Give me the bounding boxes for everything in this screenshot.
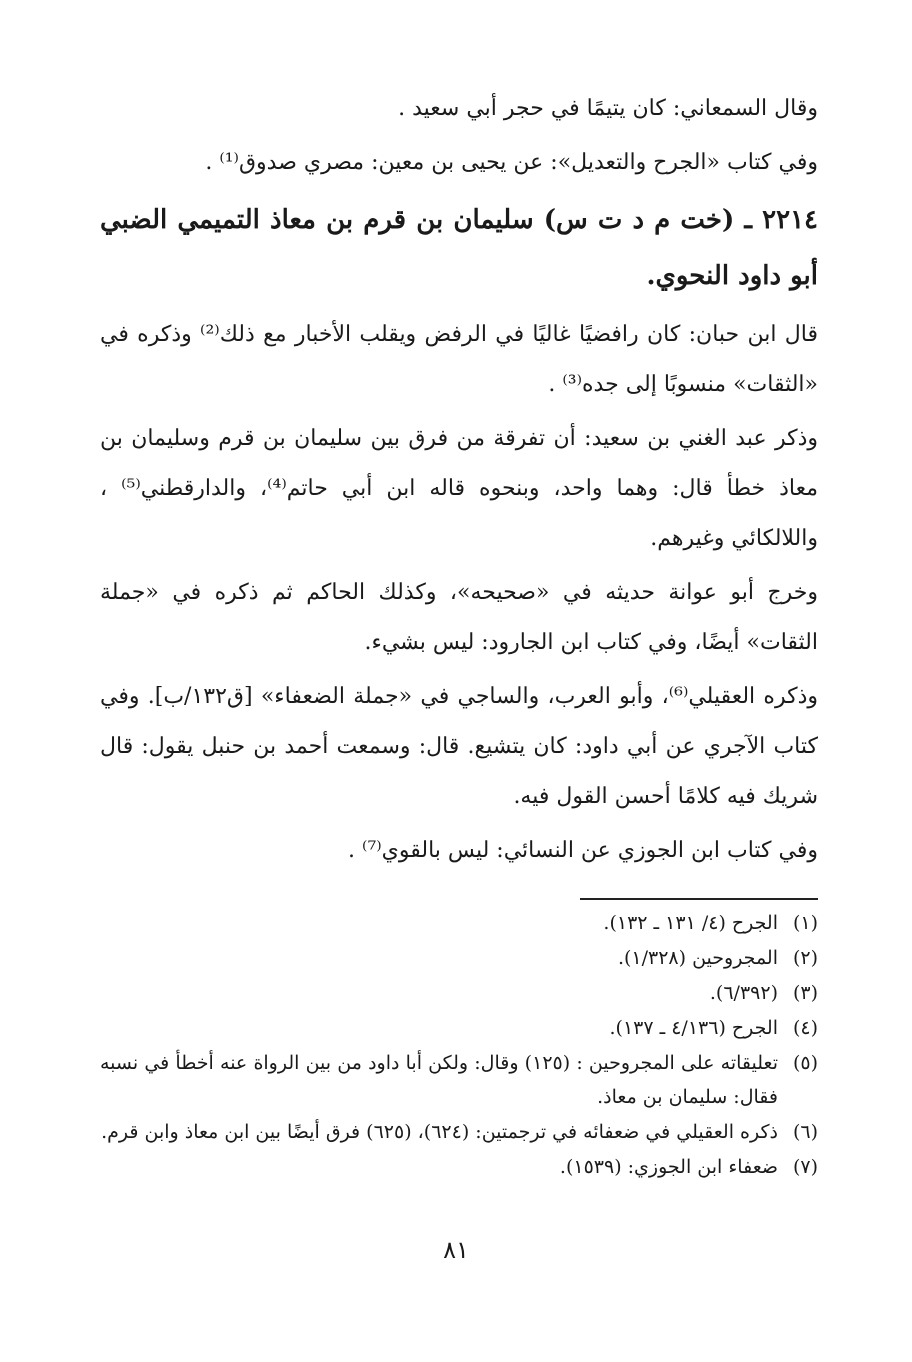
footnote-item xyxy=(100,1115,818,1149)
footnote-number: (١) xyxy=(792,912,818,934)
footnote-text: المجروحين (١/٣٢٨). xyxy=(617,947,778,969)
paragraph-abd-alghani: وذكر عبد الغني بن سعيد: أن تفرقة من فرق بين سليمان بن قرم وسليمان بن معاذ خطأ قال: وهما واحد، وبنحوه قاله ابن أبي حاتم⁽⁴⁾، والدارقطني⁽⁵⁾ ، واللالكائي وغيرهم. xyxy=(100,426,818,551)
footnote-number: (٤) xyxy=(792,1017,818,1039)
paragraph-ibn-hibban: قال ابن حبان: كان رافضيًا غاليًا في الرفض ويقلب الأخبار مع ذلك⁽²⁾ وذكره في «الثقات» منسوبًا إلى جده⁽³⁾ . xyxy=(100,322,818,397)
footnote-text: تعليقاته على المجروحين : (١٢٥) وقال: ولكن أبا داود من بين الرواة عنه أخطأ في نسبه فقال: سليمان بن معاذ. xyxy=(100,1052,778,1108)
footnote-text: (٦/٣٩٢). xyxy=(709,982,778,1004)
paragraph-abu-awana: وخرج أبو عوانة حديثه في «صحيحه»، وكذلك الحاكم ثم ذكره في «جملة الثقات» أيضًا، وفي كتاب ابن الجارود: ليس بشيء. xyxy=(100,580,818,655)
footnote-text: الجرح (٤/١٣٦ ـ ١٣٧). xyxy=(609,1017,778,1039)
entry-heading: ٢٢١٤ ـ (خت م د ت س) سليمان بن قرم بن معاذ التميمي الضبي أبو داود النحوي. xyxy=(100,205,818,291)
paragraph-jarh-tadil: وفي كتاب «الجرح والتعديل»: عن يحيى بن معين: مصري صدوق⁽¹⁾ . xyxy=(205,150,818,175)
footnote-number: (٣) xyxy=(792,982,818,1004)
footnote-item xyxy=(100,1046,818,1114)
footnote-item xyxy=(100,941,818,975)
footnote-item xyxy=(100,1150,818,1184)
footnote-text: ضعفاء ابن الجوزي: (١٥٣٩). xyxy=(559,1156,778,1178)
footnote-item xyxy=(100,906,818,940)
paragraph-uqayli: وذكره العقيلي⁽⁶⁾، وأبو العرب، والساجي في «جملة الضعفاء» [ق١٣٢/ب]. وفي كتاب الآجري عن أبي داود: كان يتشيع. قال: وسمعت أحمد بن حنبل يقول: قال شريك فيه كلامًا أحسن القول فيه. xyxy=(100,684,818,809)
footnote-number: (٧) xyxy=(792,1156,818,1178)
page-number: ٨١ xyxy=(443,1236,469,1264)
page-content xyxy=(100,84,818,1185)
footnote-text: ذكره العقيلي في ضعفائه في ترجمتين: (٦٢٤)، (٦٢٥) فرق أيضًا بين ابن معاذ وابن قرم. xyxy=(101,1121,778,1143)
footnote-item xyxy=(100,976,818,1010)
footnote-separator xyxy=(580,898,818,900)
footnote-item xyxy=(100,1011,818,1045)
footnote-number: (٦) xyxy=(792,1121,818,1143)
paragraph-ibn-aljawzi: وفي كتاب ابن الجوزي عن النسائي: ليس بالقوي⁽⁷⁾ . xyxy=(348,838,818,863)
paragraph-samani: وقال السمعاني: كان يتيمًا في حجر أبي سعيد . xyxy=(398,96,818,121)
footnote-number: (٥) xyxy=(792,1052,818,1074)
footnote-text: الجرح (٤/ ١٣١ ـ ١٣٢). xyxy=(603,912,778,934)
footnotes xyxy=(100,906,818,1184)
footnote-number: (٢) xyxy=(792,947,818,969)
